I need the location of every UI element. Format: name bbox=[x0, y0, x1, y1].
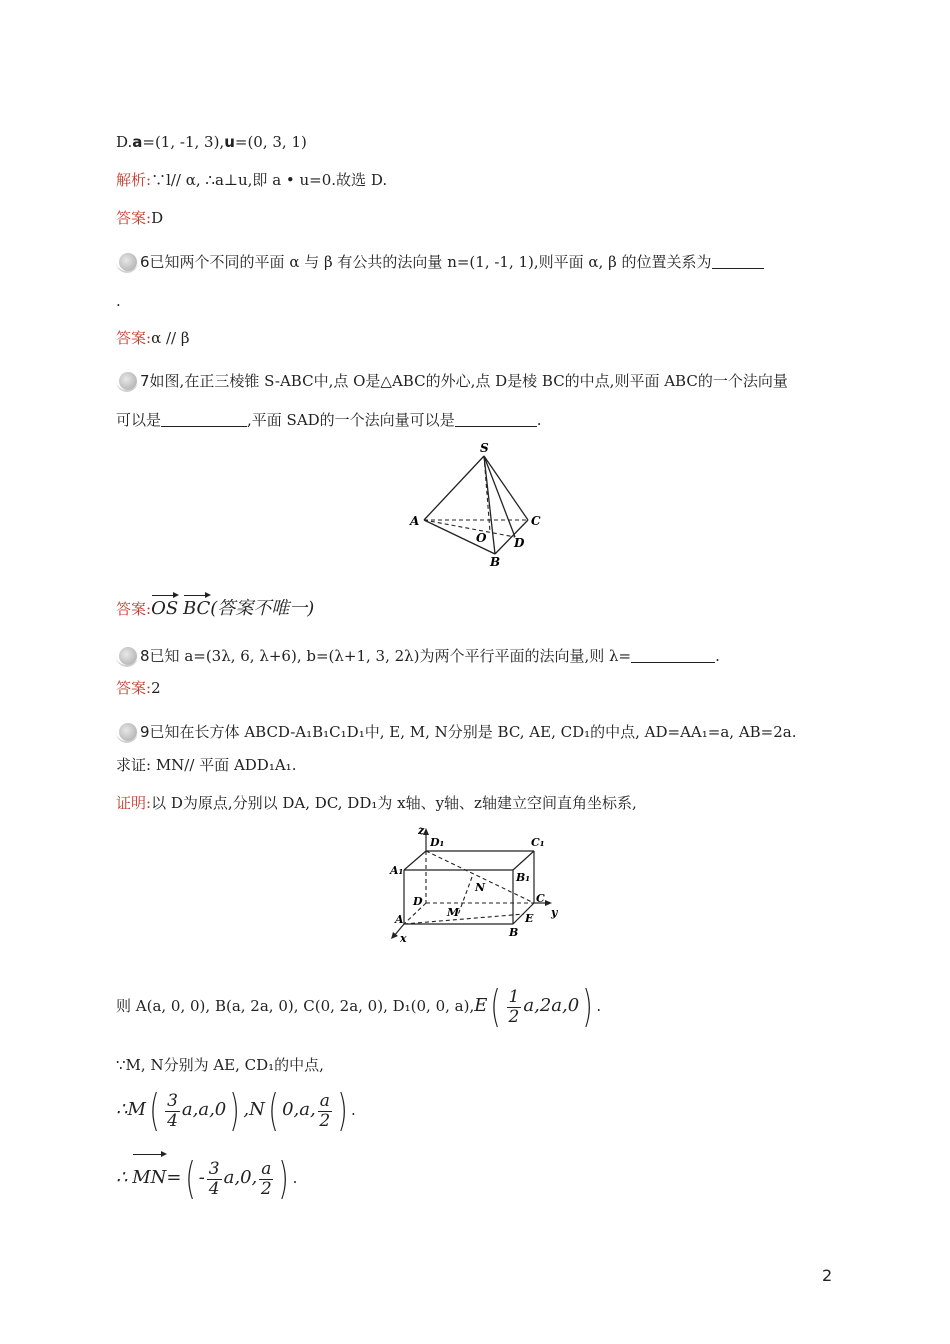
minus: - bbox=[198, 1167, 205, 1188]
label-A1: A₁ bbox=[390, 864, 404, 877]
vector-a: a bbox=[132, 133, 143, 151]
answer-value: D bbox=[151, 209, 164, 227]
numerator: a bbox=[261, 1158, 272, 1179]
left-paren: ( bbox=[268, 1085, 279, 1136]
label-x: x bbox=[400, 932, 407, 945]
question-8 bbox=[116, 645, 720, 666]
label-C: C bbox=[536, 892, 545, 905]
label-y: y bbox=[551, 906, 558, 919]
question-text: ,平面 SAD的一个法向量可以是 bbox=[247, 411, 455, 429]
question-bullet-icon bbox=[116, 721, 138, 741]
right-paren: ) bbox=[278, 1153, 290, 1204]
denominator: 4 bbox=[208, 1178, 220, 1199]
vector-u: u bbox=[224, 133, 235, 151]
coords-line bbox=[116, 981, 602, 1032]
question-6 bbox=[116, 251, 764, 272]
n-pre: 0,a, bbox=[282, 1099, 316, 1120]
mn-coords-line bbox=[116, 1085, 356, 1136]
vector-os: OS bbox=[151, 598, 179, 619]
option-label: D. bbox=[116, 133, 133, 151]
answer-label: 答案: bbox=[116, 600, 152, 618]
analysis-text: ∵l// α, ∴a⊥u,即 a • u=0.故选 D. bbox=[151, 171, 388, 189]
right-paren: ) bbox=[229, 1085, 240, 1136]
label-D: D bbox=[514, 536, 525, 550]
numerator: 3 bbox=[167, 1090, 178, 1111]
coords-rest: a,2a,0 bbox=[523, 995, 580, 1016]
answer-7-line bbox=[116, 597, 314, 621]
answer-8-line bbox=[116, 678, 161, 698]
proof-text: 以 D为原点,分别以 DA, DC, DD₁为 x轴、y轴、z轴建立空间直角坐标系, bbox=[151, 794, 637, 812]
label-B1: B₁ bbox=[516, 871, 531, 884]
fraction-three-quarters bbox=[165, 1092, 180, 1131]
label-B: B bbox=[490, 555, 501, 569]
therefore-m: ∴M bbox=[116, 1099, 146, 1120]
vector-mid: a,0, bbox=[223, 1167, 258, 1188]
therefore: ∴ bbox=[116, 1167, 128, 1188]
n-label: ,N bbox=[243, 1099, 265, 1120]
vector-mn: MN bbox=[132, 1156, 166, 1200]
question-bullet-icon bbox=[116, 645, 138, 665]
analysis-label: 解析: bbox=[116, 171, 152, 189]
left-paren: ( bbox=[184, 1153, 196, 1204]
question-text: 如图,在正三棱锥 S-ABC中,点 O是△ABC的外心,点 D是棱 BC的中点,则平面 ABC的一个法向量 bbox=[149, 372, 788, 390]
numerator: 1 bbox=[508, 986, 520, 1007]
left-paren: ( bbox=[490, 981, 502, 1032]
label-D: D bbox=[413, 895, 423, 908]
period: . bbox=[292, 1169, 298, 1187]
page-number: 2 bbox=[822, 1266, 833, 1285]
vector-u-value: =(0, 3, 1) bbox=[234, 133, 307, 151]
right-paren: ) bbox=[582, 981, 593, 1032]
period: . bbox=[536, 411, 542, 429]
label-B: B bbox=[509, 926, 519, 939]
question-bullet-icon bbox=[116, 251, 138, 271]
fraction-three-quarters bbox=[207, 1160, 222, 1199]
label-C: C bbox=[531, 514, 541, 528]
denominator: 4 bbox=[167, 1110, 178, 1131]
question-number: 9 bbox=[140, 723, 150, 741]
answer-blank bbox=[455, 412, 537, 427]
label-N: N bbox=[475, 881, 486, 894]
answer-blank bbox=[161, 412, 247, 427]
question-number: 6 bbox=[140, 253, 150, 271]
since-line bbox=[116, 1055, 324, 1075]
answer-value: 2 bbox=[151, 679, 161, 697]
label-E: E bbox=[525, 912, 534, 925]
answer-value: α // β bbox=[151, 329, 190, 347]
question-9 bbox=[116, 721, 797, 742]
question-number: 7 bbox=[140, 372, 150, 390]
question-6-tail bbox=[116, 291, 121, 311]
label-D1: D₁ bbox=[430, 836, 445, 849]
question-7 bbox=[116, 370, 788, 391]
period: . bbox=[351, 1101, 356, 1119]
label-A: A bbox=[395, 913, 404, 926]
numerator: a bbox=[319, 1090, 330, 1111]
question-text: 已知两个不同的平面 α 与 β 有公共的法向量 n=(1, -1, 1),则平面 α, β 的位置关系为 bbox=[149, 253, 712, 271]
question-text: 已知在长方体 ABCD-A₁B₁C₁D₁中, E, M, N分别是 BC, AE, CD₁的中点, AD=AA₁=a, AB=2a. bbox=[149, 723, 797, 741]
label-A: A bbox=[410, 514, 420, 528]
since-text: ∵M, N分别为 AE, CD₁的中点, bbox=[116, 1056, 324, 1074]
question-text: 可以是 bbox=[116, 411, 162, 429]
label-C1: C₁ bbox=[531, 836, 545, 849]
denominator: 2 bbox=[319, 1110, 331, 1131]
answer-5-line bbox=[116, 208, 163, 228]
cuboid-figure bbox=[386, 824, 564, 948]
option-d-line bbox=[116, 132, 307, 152]
label-z: z bbox=[418, 824, 425, 837]
prove-text: 求证: MN// 平面 ADD₁A₁. bbox=[116, 756, 297, 774]
period: . bbox=[715, 647, 720, 665]
period: . bbox=[596, 997, 602, 1015]
equals: = bbox=[166, 1167, 182, 1188]
denominator: 2 bbox=[508, 1006, 520, 1027]
m-rest: a,a,0 bbox=[181, 1099, 227, 1120]
answer-label: 答案: bbox=[116, 329, 152, 347]
answer-note: (答案不唯一) bbox=[210, 598, 315, 619]
fraction-half bbox=[507, 988, 522, 1027]
analysis-line bbox=[116, 170, 387, 190]
answer-label: 答案: bbox=[116, 209, 152, 227]
question-number: 8 bbox=[140, 647, 150, 665]
proof-line bbox=[116, 793, 637, 813]
answer-blank bbox=[712, 254, 764, 269]
fraction-a-half bbox=[318, 1092, 332, 1131]
label-S: S bbox=[480, 441, 489, 455]
vector-a-value: =(1, -1, 3), bbox=[142, 133, 225, 151]
vector-bc: BC bbox=[182, 598, 211, 619]
left-paren: ( bbox=[149, 1085, 160, 1136]
point-e: E bbox=[474, 995, 488, 1016]
mn-vector-line bbox=[116, 1153, 298, 1204]
label-O: O bbox=[476, 531, 487, 545]
proof-label: 证明: bbox=[116, 794, 152, 812]
label-M: M bbox=[447, 906, 460, 919]
question-7-line2 bbox=[116, 410, 541, 430]
fraction-a-half bbox=[259, 1160, 273, 1199]
prove-line bbox=[116, 755, 296, 775]
numerator: 3 bbox=[208, 1158, 220, 1179]
right-paren: ) bbox=[337, 1085, 348, 1136]
answer-label: 答案: bbox=[116, 679, 152, 697]
denominator: 2 bbox=[260, 1178, 272, 1199]
answer-blank bbox=[631, 648, 715, 663]
pyramid-figure bbox=[404, 436, 554, 572]
question-text: 已知 a=(3λ, 6, λ+6), b=(λ+1, 3, 2λ)为两个平行平面的法向量,则 λ= bbox=[149, 647, 632, 665]
question-bullet-icon bbox=[116, 370, 138, 390]
period: . bbox=[116, 292, 121, 310]
coords-text: 则 A(a, 0, 0), B(a, 2a, 0), C(0, 2a, 0), D₁(0, 0, a), bbox=[116, 997, 475, 1015]
answer-6-line bbox=[116, 328, 190, 348]
